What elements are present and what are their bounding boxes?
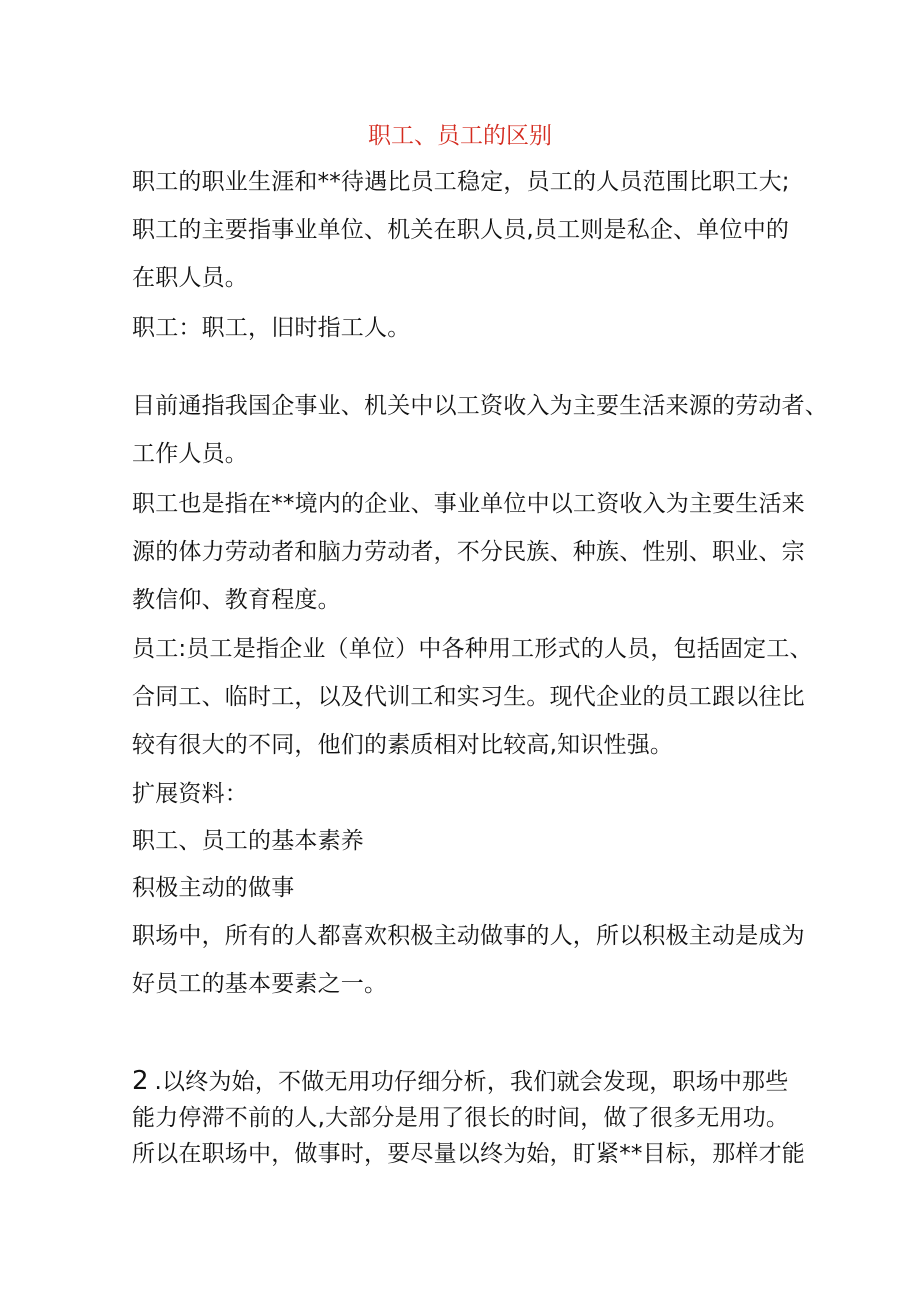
paragraph-line: 职工：职工，旧时指工人。 [132,315,411,341]
paragraph-number: 2 [132,1066,155,1096]
paragraph-line: 能力停滞不前的人,大部分是用了很长的时间，做了很多无用功。 [132,1105,790,1131]
paragraph-line: 合同工、临时工，以及代训工和实习生。现代企业的员工跟以往比 [132,684,805,710]
section-heading-proactive-work [132,864,812,912]
paragraph-line: 职工也是指在**境内的企业、事业单位中以工资收入为主要生活来 [132,491,805,517]
paragraph-current-meaning [132,382,828,478]
section-heading-basic-qualities [132,817,812,865]
paragraph-line: 工作人员。 [132,441,248,467]
paragraph-zhigong-detail [132,480,812,624]
paragraph-line: 积极主动的做事 [132,875,295,901]
paragraph-line: 职工、员工的基本素养 [132,828,364,854]
paragraph-line: 在职人员。 [132,265,248,291]
paragraph-difference-summary [132,158,812,302]
paragraph-line: 扩展资料： [132,781,248,807]
paragraph-line: 员工:员工是指企业（单位）中各种用工形式的人员，包括固定工、 [132,636,813,662]
paragraph-line: 职场中，所有的人都喜欢积极主动做事的人，所以积极主动是成为 [132,923,805,949]
paragraph-zhigong-definition [132,304,812,352]
paragraph-proactive-work [132,912,812,1008]
paragraph-yuangong-definition [132,625,812,769]
paragraph-line: 所以在职场中，做事时，要尽量以终为始，盯紧**目标，那样才能 [132,1141,805,1167]
paragraph-line: .以终为始，不做无用功仔细分析，我们就会发现，职场中那些 [154,1069,789,1095]
document-title: 职工、员工的区别 [368,123,552,149]
paragraph-line: 好员工的基本要素之一。 [132,971,388,997]
paragraph-line: 较有很大的不同，他们的素质相对比较高,知识性强。 [132,732,674,758]
paragraph-line: 职工的主要指事业单位、机关在职人员,员工则是私企、单位中的 [132,217,790,243]
paragraph-end-in-mind [132,1063,812,1172]
paragraph-line: 职工的职业生涯和**待遇比员工稳定，员工的人员范围比职工大; [132,169,790,195]
paragraph-line: 源的体力劳动者和脑力劳动者，不分民族、种族、性别、职业、宗 [132,539,805,565]
paragraph-line: 教信仰、教育程度。 [132,587,341,613]
numbered-paragraph-first-line [132,1063,812,1100]
paragraph-extended-materials [132,770,812,818]
paragraph-line: 目前通指我国企事业、机关中以工资收入为主要生活来源的劳动者、 [132,393,828,419]
